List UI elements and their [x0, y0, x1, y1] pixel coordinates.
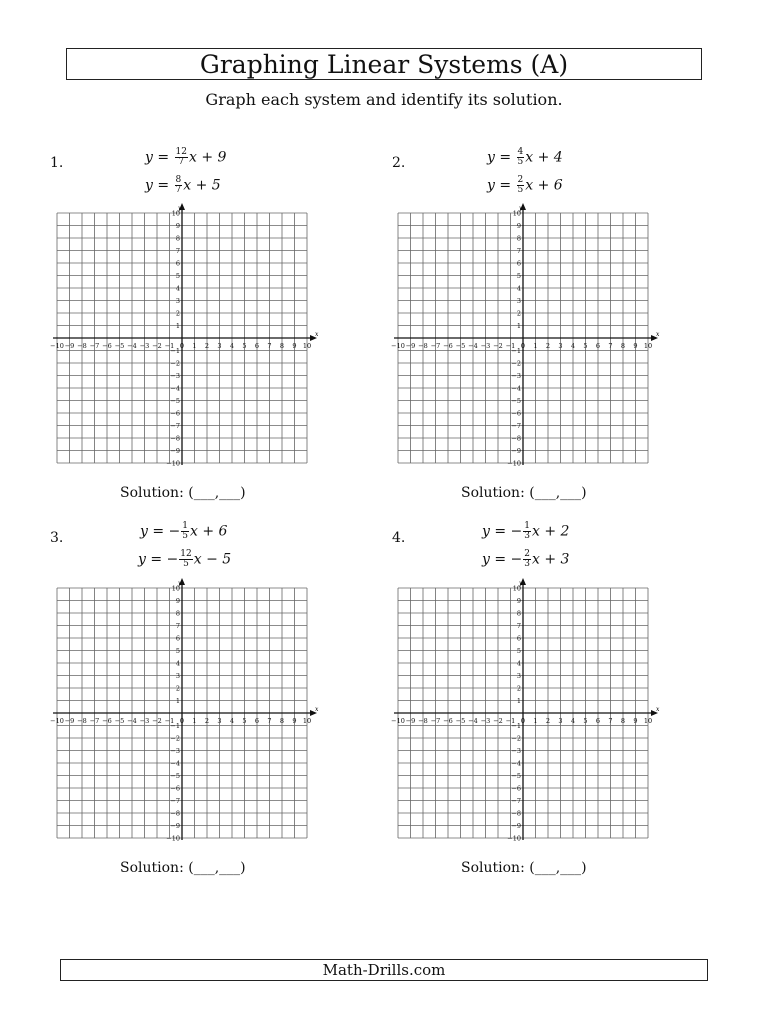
x-axis-label: x [315, 331, 319, 338]
y-tick-label: −6 [170, 784, 180, 793]
x-tick-label: −1 [164, 717, 175, 725]
problem-number: 2. [392, 155, 406, 171]
y-tick-label: 9 [516, 597, 521, 605]
y-tick-label: 3 [516, 672, 521, 680]
y-tick-label: −10 [507, 834, 521, 843]
y-tick-label: −2 [170, 734, 180, 743]
x-tick-label: −7 [89, 342, 100, 350]
solution-blank[interactable]: Solution: (___,___) [120, 485, 246, 501]
x-tick-label: −7 [430, 342, 441, 350]
x-tick-label: −5 [114, 342, 125, 350]
y-tick-label: −7 [170, 797, 180, 805]
x-tick-label: −5 [114, 717, 125, 725]
y-tick-label: 2 [175, 684, 180, 693]
y-tick-label: 4 [175, 659, 180, 668]
y-tick-label: 6 [516, 634, 521, 643]
x-tick-label: 6 [254, 342, 260, 350]
x-tick-label: 10 [302, 717, 312, 725]
x-tick-label: −5 [455, 342, 466, 350]
y-tick-label: −3 [170, 747, 180, 755]
y-tick-label: 9 [516, 222, 521, 230]
y-tick-label: −1 [170, 722, 180, 730]
x-tick-label: −4 [468, 342, 478, 350]
y-tick-label: −2 [170, 359, 180, 368]
y-tick-label: −7 [511, 797, 521, 805]
x-tick-label: 4 [229, 342, 235, 350]
y-tick-label: 5 [516, 647, 521, 655]
y-tick-label: −3 [511, 747, 521, 755]
x-tick-label: −10 [391, 717, 405, 725]
x-tick-label: 2 [545, 717, 551, 725]
x-tick-label: 10 [302, 342, 312, 350]
x-tick-label: 9 [633, 342, 638, 350]
x-tick-label: −3 [139, 717, 150, 725]
y-tick-label: 6 [516, 259, 521, 268]
y-tick-label: 7 [175, 247, 180, 255]
y-tick-label: 2 [516, 309, 521, 318]
y-tick-label: 6 [175, 634, 180, 643]
x-tick-label: −9 [405, 342, 416, 350]
y-tick-label: 10 [171, 584, 180, 593]
y-tick-label: 5 [175, 272, 180, 280]
x-tick-label: 4 [570, 717, 576, 725]
y-tick-label: −4 [511, 384, 521, 393]
y-tick-label: −10 [166, 459, 180, 468]
y-tick-label: −8 [170, 434, 180, 443]
x-axis-label: x [656, 706, 660, 713]
title-text: Graphing Linear Systems (A) [199, 49, 569, 79]
x-tick-label: −3 [480, 342, 491, 350]
x-tick-label: −3 [139, 342, 150, 350]
x-tick-label: 7 [608, 342, 613, 350]
x-tick-label: −10 [50, 342, 64, 350]
y-tick-label: −1 [511, 347, 521, 355]
y-tick-label: −7 [511, 422, 521, 430]
x-tick-label: −9 [64, 342, 75, 350]
x-tick-label: −4 [468, 717, 478, 725]
y-tick-label: 7 [175, 622, 180, 630]
x-tick-label: 2 [204, 342, 210, 350]
x-tick-label: −2 [493, 717, 503, 725]
y-axis-label: y [178, 205, 182, 212]
x-tick-label: 3 [217, 342, 222, 350]
x-tick-label: 5 [242, 717, 247, 725]
y-tick-label: 4 [175, 284, 180, 293]
y-tick-label: −4 [170, 759, 180, 768]
x-tick-label: 5 [242, 342, 247, 350]
y-tick-label: −6 [511, 409, 521, 418]
y-tick-label: 4 [516, 659, 521, 668]
equation-2: y = $\frac{2}{5}$ x + 6 [487, 175, 563, 195]
x-tick-label: 8 [279, 717, 285, 725]
x-tick-label: −10 [50, 717, 64, 725]
y-tick-label: −5 [511, 397, 521, 405]
x-tick-label: −1 [505, 342, 516, 350]
x-tick-label: 8 [279, 342, 285, 350]
coordinate-grid[interactable] [42, 578, 322, 848]
coordinate-grid[interactable] [383, 203, 663, 473]
x-tick-label: −6 [102, 342, 112, 350]
y-tick-label: 1 [175, 322, 180, 330]
x-tick-label: 5 [583, 342, 588, 350]
y-tick-label: −3 [511, 372, 521, 380]
y-tick-label: 4 [516, 284, 521, 293]
y-tick-label: −2 [511, 359, 521, 368]
x-tick-label: 8 [620, 717, 626, 725]
y-tick-label: 7 [516, 622, 521, 630]
worksheet-title [66, 48, 702, 80]
y-tick-label: 10 [512, 584, 521, 593]
y-tick-label: 8 [516, 234, 521, 243]
equation-2: y = − $\frac{12}{5}$ x − 5 [138, 549, 232, 569]
x-tick-label: 7 [267, 717, 272, 725]
x-tick-label: 6 [254, 717, 260, 725]
x-tick-label: 3 [558, 717, 563, 725]
x-tick-label: 6 [595, 717, 601, 725]
x-tick-label: 8 [620, 342, 626, 350]
equation-1: y = $\frac{12}{7}$ x + 9 [145, 147, 227, 167]
x-tick-label: 0 [179, 717, 185, 725]
x-axis-label: x [315, 706, 319, 713]
equation-1: y = $\frac{4}{5}$ x + 4 [487, 147, 563, 167]
y-tick-label: −1 [511, 722, 521, 730]
x-tick-label: −2 [152, 342, 162, 350]
x-tick-label: −8 [418, 342, 428, 350]
y-tick-label: 3 [175, 297, 180, 305]
x-tick-label: 10 [643, 342, 653, 350]
x-tick-label: 0 [520, 342, 526, 350]
y-tick-label: −8 [511, 809, 521, 818]
x-tick-label: 9 [292, 717, 297, 725]
x-tick-label: 5 [583, 717, 588, 725]
y-tick-label: −6 [511, 784, 521, 793]
x-axis-label: x [656, 331, 660, 338]
y-axis-label: y [519, 205, 523, 212]
x-tick-label: 9 [292, 342, 297, 350]
y-axis-label: y [178, 580, 182, 587]
x-tick-label: 10 [643, 717, 653, 725]
y-tick-label: −10 [507, 459, 521, 468]
y-tick-label: 3 [516, 297, 521, 305]
y-tick-label: −9 [511, 822, 521, 830]
y-tick-label: −3 [170, 372, 180, 380]
x-tick-label: −10 [391, 342, 405, 350]
instructions-text: Graph each system and identify its solution. [205, 90, 563, 109]
y-tick-label: 1 [175, 697, 180, 705]
y-tick-label: −5 [170, 397, 180, 405]
y-tick-label: 1 [516, 697, 521, 705]
x-tick-label: 2 [204, 717, 210, 725]
y-tick-label: −10 [166, 834, 180, 843]
equation-1: y = − $\frac{1}{5}$ x + 6 [140, 521, 228, 541]
coordinate-grid[interactable] [42, 203, 322, 473]
footer [60, 959, 708, 981]
x-tick-label: 3 [217, 717, 222, 725]
x-tick-label: 7 [267, 342, 272, 350]
x-tick-label: −7 [430, 717, 441, 725]
x-tick-label: −3 [480, 717, 491, 725]
y-axis-label: y [519, 580, 523, 587]
x-tick-label: 0 [179, 342, 185, 350]
x-tick-label: −8 [77, 717, 87, 725]
y-tick-label: 8 [175, 234, 180, 243]
y-tick-label: −5 [511, 772, 521, 780]
y-tick-label: 5 [175, 647, 180, 655]
x-tick-label: 6 [595, 342, 601, 350]
x-tick-label: 7 [608, 717, 613, 725]
x-tick-label: 3 [558, 342, 563, 350]
y-tick-label: 10 [512, 209, 521, 218]
y-tick-label: 3 [175, 672, 180, 680]
x-tick-label: 0 [520, 717, 526, 725]
x-tick-label: −7 [89, 717, 100, 725]
y-tick-label: 9 [175, 597, 180, 605]
x-tick-label: 1 [533, 342, 538, 350]
x-tick-label: −8 [77, 342, 87, 350]
problem-number: 3. [50, 530, 64, 546]
y-tick-label: −7 [170, 422, 180, 430]
problem-number: 1. [50, 155, 64, 171]
x-tick-label: −2 [152, 717, 162, 725]
x-tick-label: −8 [418, 717, 428, 725]
equation-2: y = $\frac{8}{7}$ x + 5 [145, 175, 221, 195]
y-tick-label: −9 [170, 447, 180, 455]
y-tick-label: −2 [511, 734, 521, 743]
y-tick-label: 10 [171, 209, 180, 218]
x-tick-label: −9 [405, 717, 416, 725]
y-tick-label: 2 [175, 309, 180, 318]
x-tick-label: 1 [192, 717, 197, 725]
y-tick-label: −6 [170, 409, 180, 418]
x-tick-label: −1 [505, 717, 516, 725]
y-tick-label: −4 [511, 759, 521, 768]
y-tick-label: 2 [516, 684, 521, 693]
y-tick-label: −5 [170, 772, 180, 780]
x-tick-label: 1 [533, 717, 538, 725]
x-tick-label: 1 [192, 342, 197, 350]
x-tick-label: 4 [570, 342, 576, 350]
x-tick-label: −5 [455, 717, 466, 725]
x-tick-label: 9 [633, 717, 638, 725]
y-tick-label: −4 [170, 384, 180, 393]
y-tick-label: 8 [516, 609, 521, 618]
y-tick-label: −9 [511, 447, 521, 455]
y-tick-label: −1 [170, 347, 180, 355]
solution-blank[interactable]: Solution: (___,___) [461, 485, 587, 501]
x-tick-label: −2 [493, 342, 503, 350]
y-tick-label: 6 [175, 259, 180, 268]
x-tick-label: −6 [102, 717, 112, 725]
x-tick-label: 4 [229, 717, 235, 725]
equation-1: y = − $\frac{1}{3}$ x + 2 [482, 521, 570, 541]
y-tick-label: 9 [175, 222, 180, 230]
x-tick-label: 2 [545, 342, 551, 350]
x-tick-label: −1 [164, 342, 175, 350]
y-tick-label: −9 [170, 822, 180, 830]
x-tick-label: −4 [127, 717, 137, 725]
x-tick-label: −6 [443, 342, 453, 350]
y-tick-label: −8 [511, 434, 521, 443]
problem-number: 4. [392, 530, 406, 546]
y-tick-label: 7 [516, 247, 521, 255]
equation-2: y = − $\frac{2}{3}$ x + 3 [482, 549, 570, 569]
y-tick-label: 1 [516, 322, 521, 330]
y-tick-label: 5 [516, 272, 521, 280]
y-tick-label: −8 [170, 809, 180, 818]
x-tick-label: −4 [127, 342, 137, 350]
footer-text: Math-Drills.com [322, 961, 446, 979]
solution-blank[interactable]: Solution: (___,___) [461, 860, 587, 876]
solution-blank[interactable]: Solution: (___,___) [120, 860, 246, 876]
coordinate-grid[interactable] [383, 578, 663, 848]
y-tick-label: 8 [175, 609, 180, 618]
x-tick-label: −9 [64, 717, 75, 725]
x-tick-label: −6 [443, 717, 453, 725]
